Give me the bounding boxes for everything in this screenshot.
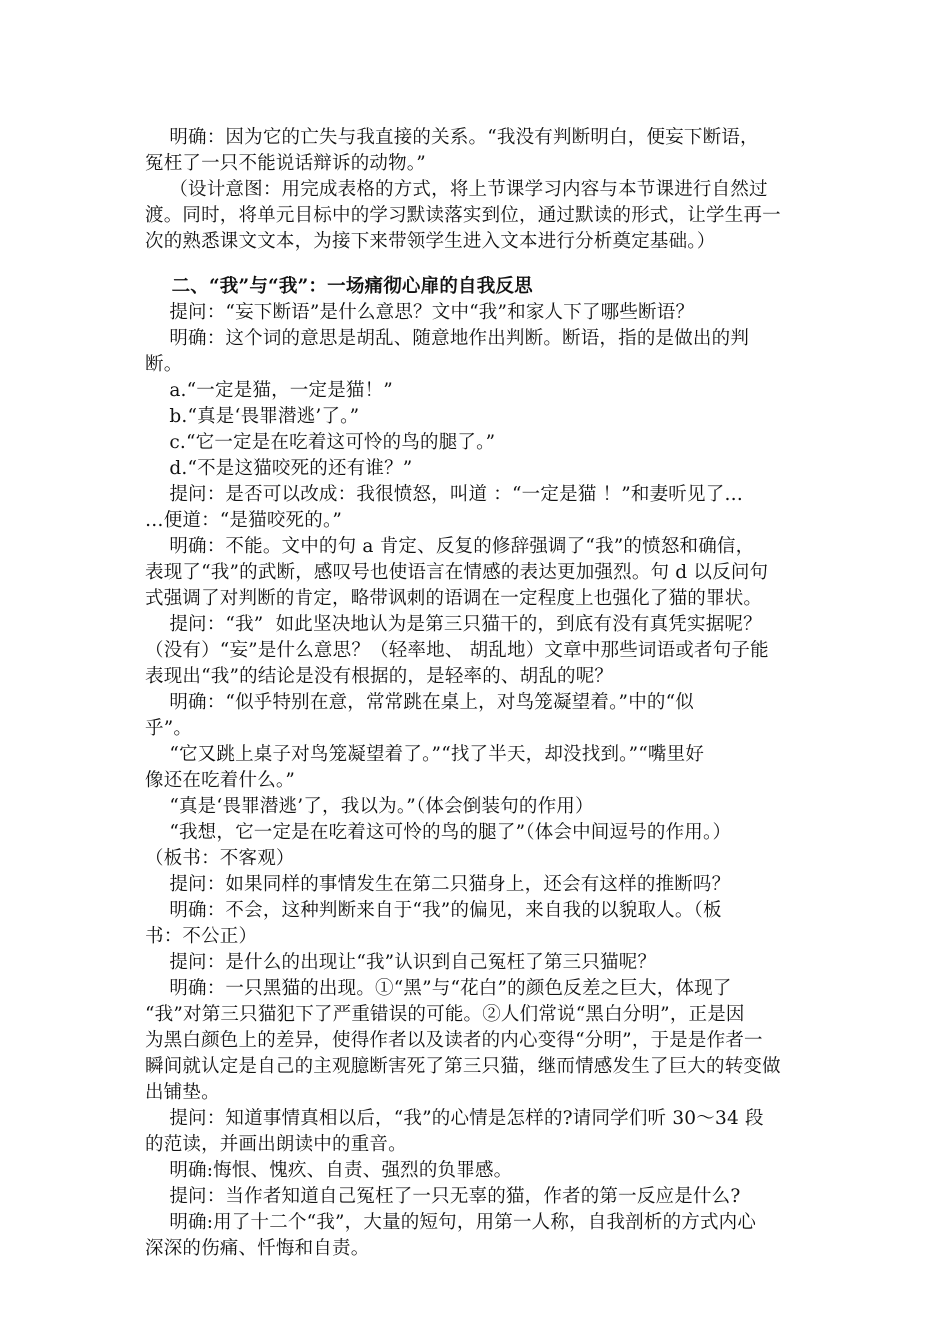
text-line: 明确:悔恨、愧疚、自责、强烈的负罪感。 bbox=[145, 1160, 513, 1181]
text-line: “真是‘畏罪潜逃’了，我以为。”（体会倒装句的作用） bbox=[145, 796, 594, 817]
text-line: “它又跳上桌子对鸟笼凝望着了。”“找了半天，却没找到。”“嘴里好 bbox=[145, 744, 705, 765]
text-line: 次的熟悉课文文本，为接下来带领学生进入文本进行分析奠定基础。） bbox=[145, 231, 716, 252]
text-line: 明确：不会，这种判断来自于“我”的偏见，来自我的以貌取人。（板 bbox=[145, 900, 722, 921]
text-line: 提问：如果同样的事情发生在第二只猫身上，还会有这样的推断吗？ bbox=[145, 874, 731, 895]
text-line: 出铺垫。 bbox=[145, 1082, 220, 1103]
text-line: 的范读，并画出朗读中的重音。 bbox=[145, 1134, 407, 1155]
text-line: 明确：这个词的意思是胡乱、随意地作出判断。断语，指的是做出的判 bbox=[145, 328, 750, 349]
text-line: 明确：因为它的亡失与我直接的关系。“我没有判断明白，便妄下断语， bbox=[145, 127, 759, 148]
text-line: 书：不公正） bbox=[145, 926, 258, 947]
text-line: 渡。同时，将单元目标中的学习默读落实到位，通过默读的形式，让学生再一 bbox=[145, 205, 781, 226]
list-item: c.“它一定是在吃着这可怜的鸟的腿了。” bbox=[145, 432, 496, 453]
section-heading: 二、“我”与“我”：一场痛彻心扉的自我反思 bbox=[145, 276, 533, 297]
text-line: 明确:用了十二个“我”，大量的短句，用第一人称，自我剖析的方式内心 bbox=[145, 1212, 757, 1233]
text-line: （设计意图：用完成表格的方式，将上节课学习内容与本节课进行自然过 bbox=[145, 179, 768, 200]
text-line: …便道：“是猫咬死的。” bbox=[145, 510, 343, 531]
text-line: 提问：知道事情真相以后，“我”的心情是怎样的?请同学们听 30～34 段 bbox=[145, 1108, 764, 1129]
list-item: a.“一定是猫，一定是猫！” bbox=[145, 380, 393, 401]
text-line: 提问：是什么的出现让“我”认识到自己冤枉了第三只猫呢？ bbox=[145, 952, 657, 973]
text-line: （没有）“妄”是什么意思？（轻率地、 胡乱地）文章中那些词语或者句子能 bbox=[145, 640, 769, 661]
text-line: 提问：“妄下断语”是什么意思？文中“我”和家人下了哪些断语？ bbox=[145, 302, 695, 323]
text-line: 为黑白颜色上的差异，使得作者以及读者的内心变得“分明”，于是是作者一 bbox=[145, 1030, 763, 1051]
text-line: 冤枉了一只不能说话辩诉的动物。” bbox=[145, 153, 426, 174]
text-line: 表现出“我”的结论是没有根据的，是轻率的、胡乱的呢？ bbox=[145, 666, 614, 687]
text-line: 瞬间就认定是自己的主观臆断害死了第三只猫，继而情感发生了巨大的转变做 bbox=[145, 1056, 781, 1077]
list-item: b.“真是‘畏罪潜逃’了。” bbox=[145, 406, 360, 427]
text-line: 提问：当作者知道自己冤枉了一只无辜的猫，作者的第一反应是什么? bbox=[145, 1186, 741, 1207]
text-line: 提问：是否可以改成：我很愤怒，叫道 ：“一定是猫 ！”和妻听见了… bbox=[145, 484, 744, 505]
text-line: 明确：不能。文中的句 a 肯定、反复的修辞强调了“我”的愤怒和确信， bbox=[145, 536, 755, 557]
text-line: 断。 bbox=[145, 354, 183, 375]
text-line: 式强调了对判断的肯定，略带讽刺的语调在一定程度上也强化了猫的罪状。 bbox=[145, 588, 763, 609]
text-line: 明确：一只黑猫的出现。①“黑”与“花白”的颜色反差之巨大，体现了 bbox=[145, 978, 732, 999]
text-line: 提问：“我” 如此坚决地认为是第三只猫干的，到底有没有真凭实据呢？ bbox=[145, 614, 762, 635]
text-line: 深深的伤痛、忏悔和自责。 bbox=[145, 1238, 370, 1259]
text-line: “我想，它一定是在吃着这可怜的鸟的腿了”（体会中间逗号的作用。） bbox=[145, 822, 732, 843]
text-line: 表现了“我”的武断，感叹号也使语言在情感的表达更加强烈。句 d 以反问句 bbox=[145, 562, 769, 583]
list-item: d.“不是这猫咬死的还有谁？” bbox=[145, 458, 413, 479]
text-line: 像还在吃着什么。” bbox=[145, 770, 296, 791]
text-line: 乎”。 bbox=[145, 718, 193, 739]
text-line: （板书：不客观） bbox=[145, 848, 295, 869]
text-line: “我”对第三只猫犯下了严重错误的可能。②人们常说“黑白分明”，正是因 bbox=[145, 1004, 745, 1025]
text-line: 明确：“似乎特别在意，常常跳在桌上，对鸟笼凝望着。”中的“似 bbox=[145, 692, 694, 713]
